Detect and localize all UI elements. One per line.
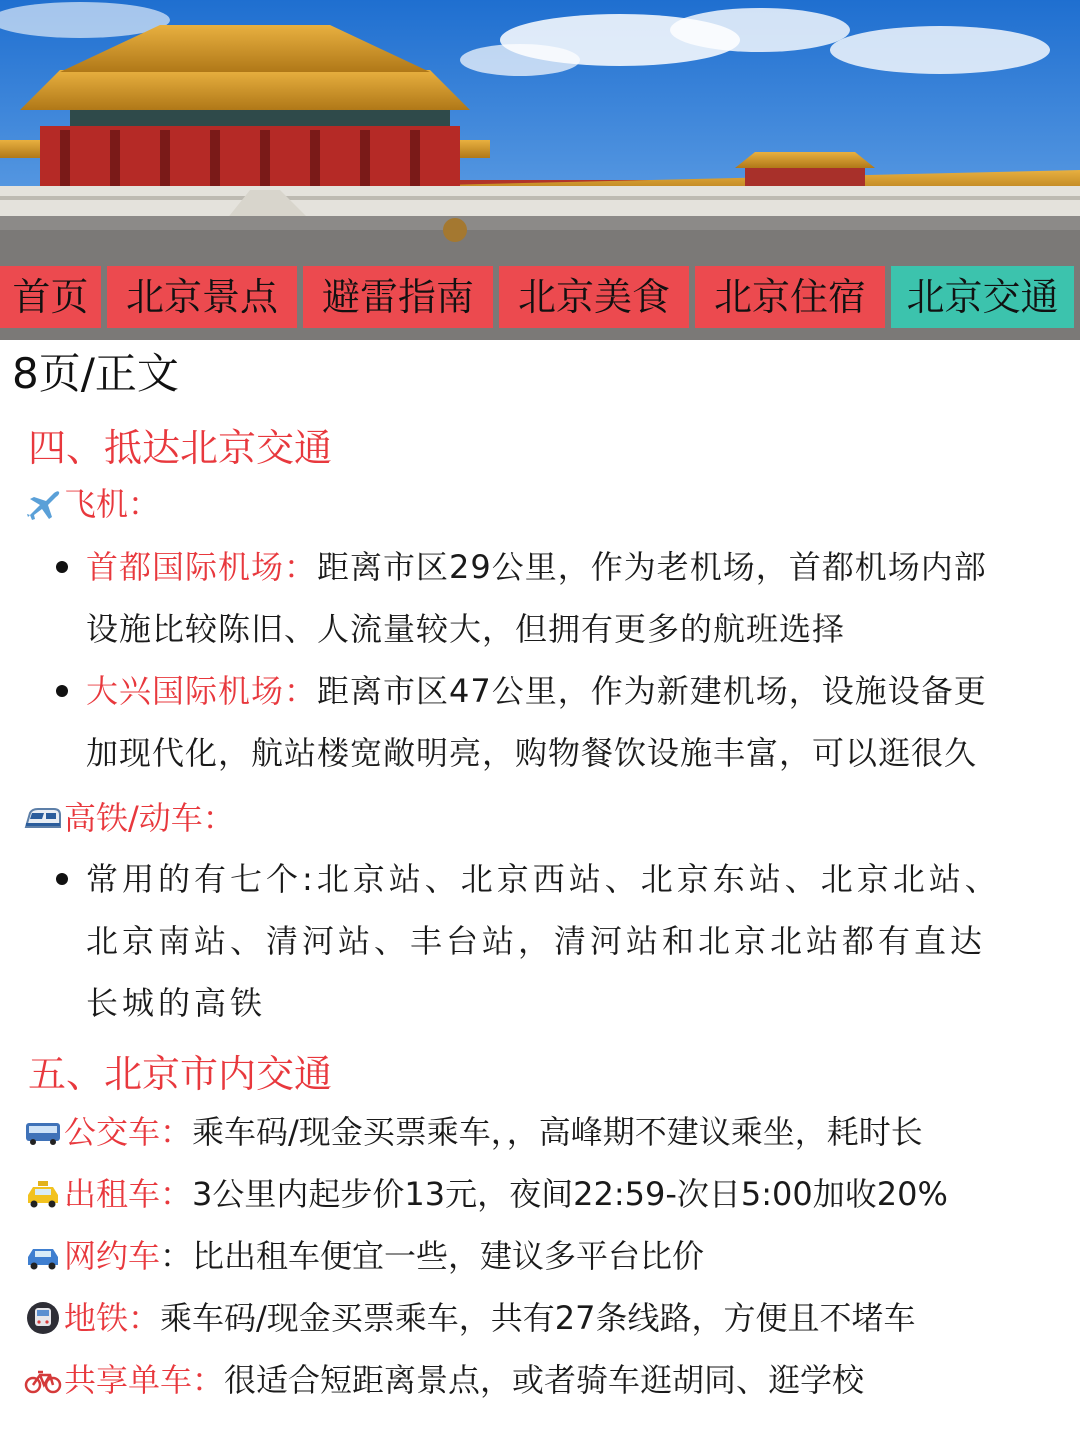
bicycle-icon bbox=[24, 1363, 62, 1397]
plane-heading bbox=[24, 480, 160, 528]
transport-item-metro bbox=[24, 1294, 916, 1342]
airport-desc-line1: 距离市区29公里，作为老机场，首都机场内部 bbox=[317, 548, 987, 586]
transport-item-bus bbox=[24, 1108, 923, 1156]
transport-desc: 乘车码/现金买票乘车，，高峰期不建议乘坐，耗时长 bbox=[192, 1113, 923, 1151]
tab-beijing-transport[interactable]: 北京交通 bbox=[891, 266, 1074, 328]
airport-name: 大兴国际机场： bbox=[86, 672, 318, 710]
airplane-icon bbox=[24, 487, 62, 521]
transport-label: 网约车 bbox=[64, 1237, 161, 1275]
page-label: 8页/正文 bbox=[12, 349, 179, 398]
transport-label: 出租车： bbox=[64, 1175, 193, 1213]
section-title-city-transport: 五、北京市内交通 bbox=[28, 1052, 333, 1096]
section-title-arrival: 四、抵达北京交通 bbox=[28, 426, 333, 470]
transport-desc: 乘车码/现金买票乘车，共有27条线路，方便且不堵车 bbox=[160, 1299, 916, 1337]
airport-desc-line1: 距离市区47公里，作为新建机场，设施设备更 bbox=[317, 672, 987, 710]
train-heading bbox=[24, 794, 235, 842]
train-line-2: 北京南站、清河站、丰台站，清河站和北京北站都有直达 bbox=[86, 922, 987, 960]
tab-beijing-lodging[interactable]: 北京住宿 bbox=[695, 266, 885, 328]
transport-item-ride-hailing bbox=[24, 1232, 704, 1280]
transport-item-shared-bike bbox=[24, 1356, 864, 1404]
train-line-1: 常用的有七个:北京站、北京西站、北京东站、北京北站、 bbox=[86, 860, 1001, 898]
transport-desc: 很适合短距离景点，或者骑车逛胡同、逛学校 bbox=[224, 1361, 865, 1399]
high-speed-train-icon bbox=[24, 801, 62, 835]
airport-name: 首都国际机场： bbox=[86, 548, 318, 586]
metro-icon bbox=[24, 1301, 62, 1335]
taxi-icon bbox=[24, 1177, 62, 1211]
transport-label: 共享单车： bbox=[64, 1361, 225, 1399]
list-item-daxing-airport bbox=[86, 660, 1046, 784]
transport-desc: 3公里内起步价13元，夜间22:59-次日5:00加收20% bbox=[192, 1175, 948, 1213]
tab-home[interactable]: 首页 bbox=[0, 266, 101, 328]
tab-beijing-food[interactable]: 北京美食 bbox=[499, 266, 689, 328]
plane-label: 飞机： bbox=[64, 485, 161, 523]
car-icon bbox=[24, 1239, 62, 1273]
airport-desc-line2: 设施比较陈旧、人流量较大，但拥有更多的航班选择 bbox=[86, 610, 846, 648]
tab-pitfall-guide[interactable]: 避雷指南 bbox=[303, 266, 493, 328]
bullet-dot bbox=[56, 873, 68, 885]
transport-sep: ： bbox=[160, 1237, 193, 1275]
train-label: 高铁/动车： bbox=[64, 799, 235, 837]
bullet-dot bbox=[56, 561, 68, 573]
bullet-dot bbox=[56, 685, 68, 697]
airport-desc-line2: 加现代化，航站楼宽敞明亮，购物餐饮设施丰富，可以逛很久 bbox=[86, 734, 978, 772]
list-item-train-stations bbox=[86, 848, 1046, 1034]
transport-label: 地铁： bbox=[64, 1299, 161, 1337]
transport-desc: 比出租车便宜一些，建议多平台比价 bbox=[192, 1237, 705, 1275]
tab-beijing-attractions[interactable]: 北京景点 bbox=[107, 266, 297, 328]
train-line-3: 长城的高铁 bbox=[86, 984, 267, 1022]
bus-icon bbox=[24, 1115, 62, 1149]
category-tab-bar bbox=[0, 266, 1080, 328]
transport-label: 公交车： bbox=[64, 1113, 193, 1151]
transport-item-taxi bbox=[24, 1170, 948, 1218]
list-item-capital-airport bbox=[86, 536, 1046, 660]
